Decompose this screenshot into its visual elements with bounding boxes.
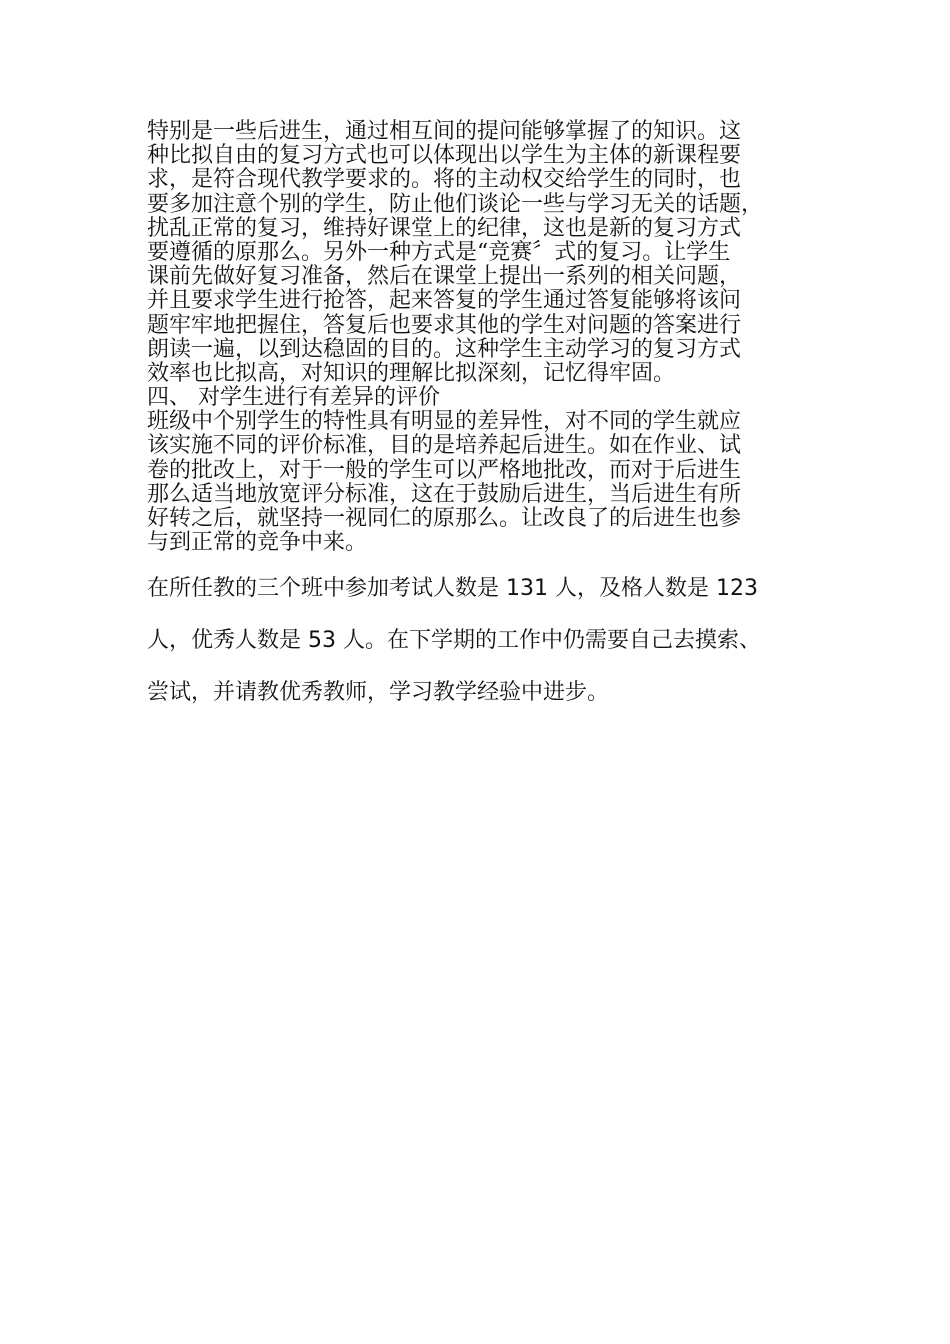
text-line: 扰乱正常的复习，维持好课堂上的纪律，这也是新的复习方式 [147, 215, 742, 241]
text-line: 特别是一些后进生，通过相互间的提问能够掌握了的知识。这 [147, 119, 742, 144]
text-line: 与到正常的竞争中来。 [147, 530, 368, 556]
document-body [147, 120, 817, 719]
text-line: 在所任教的三个班中参加考试人数是 131 人，及格人数是 123 [147, 576, 758, 602]
text-line: 好转之后，就坚持一视同仁的原那么。让改良了的后进生也参 [147, 506, 742, 531]
section-heading-4 [147, 386, 817, 410]
text-line: 效率也比拟高，对知识的理解比拟深刻，记忆得牢固。 [147, 360, 676, 386]
text-line: 班级中个别学生的特性具有明显的差异性，对不同的学生就应 [147, 409, 742, 435]
paragraph-review-methods [147, 120, 817, 386]
text-line: 种比拟自由的复习方式也可以体现出以学生为主体的新课程要 [147, 143, 742, 169]
text-line: 人，优秀人数是 53 人。在下学期的工作中仍需要自己去摸索、 [147, 628, 761, 654]
text-line: 求，是符合现代教学要求的。将的主动权交给学生的同时，也 [147, 167, 742, 193]
text-line: 要多加注意个别的学生，防止他们谈论一些与学习无关的话题， [147, 191, 764, 217]
text-line: 卷的批改上，对于一般的学生可以严格地批改，而对于后进生 [147, 457, 742, 483]
paragraph-differentiated-evaluation [147, 410, 817, 555]
text-line: 尝试，并请教优秀教师，学习教学经验中进步。 [147, 680, 610, 706]
paragraph-exam-results [147, 563, 817, 719]
heading-text: 四、 对学生进行有差异的评价 [147, 385, 440, 411]
text-line: 并且要求学生进行抢答，起来答复的学生通过答复能够将该问 [147, 288, 742, 314]
text-line: 要遵循的原那么。另外一种方式是“竞赛〞式的复习。让学生 [147, 239, 731, 265]
text-line: 该实施不同的评价标准，目的是培养起后进生。如在作业、试 [147, 433, 742, 459]
text-line: 那么适当地放宽评分标准，这在于鼓励后进生，当后进生有所 [147, 481, 742, 507]
text-line: 课前先做好复习准备，然后在课堂上提出一系列的相关问题， [147, 264, 742, 290]
paragraph-gap [147, 555, 817, 563]
text-line: 朗读一遍，以到达稳固的目的。这种学生主动学习的复习方式 [147, 336, 742, 362]
text-line: 题牢牢地把握住，答复后也要求其他的学生对问题的答案进行 [147, 312, 742, 338]
